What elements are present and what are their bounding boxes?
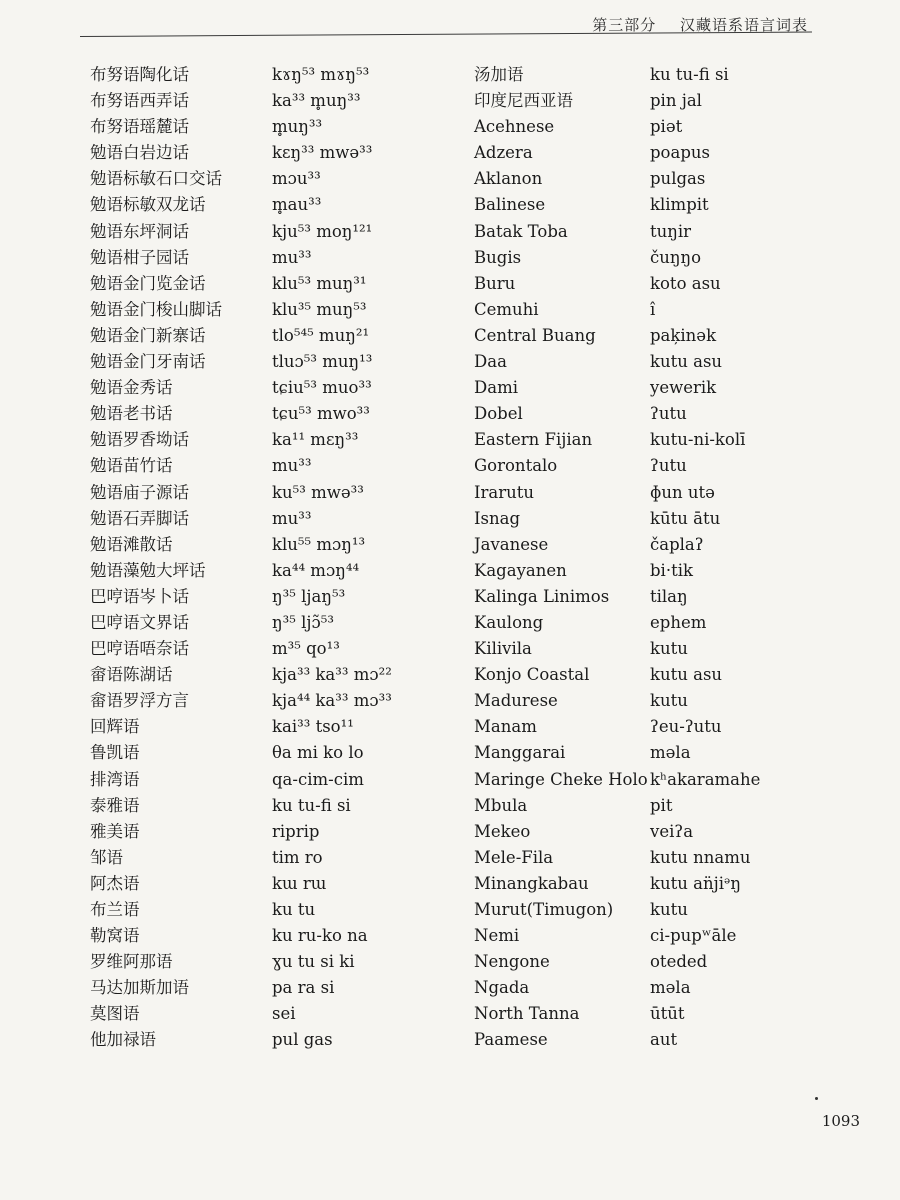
language-name: Dobel [474, 404, 523, 424]
vocabulary-entry [474, 610, 814, 636]
word-form: ʔutu [650, 456, 687, 476]
word-form: kutu [650, 900, 688, 919]
vocabulary-entry [90, 62, 460, 88]
word-form: ephem [650, 612, 707, 632]
language-name: 布努语西弄话 [90, 91, 189, 111]
language-name: 勉语金门牙南话 [90, 352, 206, 372]
vocabulary-entry [90, 714, 460, 740]
vocabulary-entry [90, 767, 460, 793]
header-title: 汉藏语系语言词表 [679, 16, 808, 34]
word-form: ka³³ m̥uŋ³³ [272, 91, 361, 111]
language-name: Mekeo [474, 821, 531, 841]
language-name: Mele-Fila [474, 847, 554, 867]
word-form: pit [650, 795, 673, 815]
word-form: klu⁵⁵ mɔŋ¹³ [272, 534, 366, 554]
language-name: 畲语罗浮方言 [90, 691, 189, 711]
language-name: 勒窝语 [90, 926, 140, 946]
word-form: kja⁴⁴ ka³³ mɔ³³ [272, 691, 392, 711]
word-form: kutu nnamu [650, 847, 751, 867]
word-form: kja³³ ka³³ mɔ²² [272, 665, 392, 685]
word-form: kutu an̈jiᵊŋ [650, 873, 741, 893]
word-form: pa ra si [272, 978, 335, 998]
word-form: mɔu³³ [272, 169, 321, 189]
language-name: Nengone [474, 952, 550, 972]
word-form: tim ro [272, 847, 323, 867]
language-name: Isnag [474, 508, 521, 528]
right-column-list [474, 62, 814, 1054]
language-name: 勉语东坪洞话 [90, 221, 189, 241]
language-name: Konjo Coastal [474, 665, 590, 685]
vocabulary-entry [474, 453, 814, 479]
word-form: m̥au³³ [272, 195, 322, 215]
vocabulary-entry [474, 401, 814, 427]
vocabulary-entry [474, 819, 814, 845]
word-form: bi·tik [650, 560, 693, 580]
vocabulary-entry [474, 636, 814, 662]
language-name: Balinese [474, 195, 546, 215]
language-name: 巴哼语唔奈话 [90, 639, 189, 659]
language-name: 汤加语 [474, 65, 524, 84]
vocabulary-entry [90, 245, 460, 271]
vocabulary-entry [90, 1027, 460, 1053]
word-form: yewerik [650, 378, 717, 398]
word-form: oteded [650, 952, 708, 972]
language-name: 勉语金门览金话 [90, 273, 206, 293]
language-name: 勉语金秀话 [90, 378, 173, 398]
language-name: Murut(Timugon) [474, 900, 614, 919]
language-name: 雅美语 [90, 821, 140, 841]
vocabulary-entry [474, 245, 814, 271]
word-form: kutu-ni-kolī [650, 430, 746, 450]
vocabulary-entry [90, 375, 460, 401]
vocabulary-entry [474, 923, 814, 949]
language-name: Daa [474, 352, 507, 372]
header-part: 第三部分 [592, 16, 657, 34]
language-name: 勉语苗竹话 [90, 456, 173, 476]
word-form: kɯ rɯ [272, 873, 327, 893]
language-name: Paamese [474, 1030, 548, 1050]
language-name: 勉语老书话 [90, 404, 173, 424]
word-form: ka⁴⁴ mɔŋ⁴⁴ [272, 560, 360, 580]
word-form: ku tu [272, 900, 316, 919]
vocabulary-entry [474, 114, 814, 140]
vocabulary-entry [474, 88, 814, 114]
vocabulary-entry [474, 271, 814, 297]
language-name: 布努语瑶麓话 [90, 117, 189, 137]
language-name: 鲁凯语 [90, 743, 140, 763]
vocabulary-entry [474, 558, 814, 584]
vocabulary-entry [90, 975, 460, 1001]
word-form: ku⁵³ mwə³³ [272, 482, 364, 502]
language-name: 勉语柑子园话 [90, 247, 189, 267]
language-name: Cemuhi [474, 299, 539, 319]
vocabulary-entry [474, 532, 814, 558]
vocabulary-entry [90, 636, 460, 662]
word-form: tɕiu⁵³ muo³³ [272, 378, 372, 398]
word-form: ku tu-fi si [650, 65, 729, 84]
vocabulary-entry [474, 1001, 814, 1027]
language-name: Bugis [474, 247, 522, 267]
word-form: čuŋŋo [650, 247, 702, 267]
vocabulary-entry [474, 714, 814, 740]
vocabulary-entry [90, 558, 460, 584]
vocabulary-entry [474, 427, 814, 453]
word-form: kɤŋ⁵³ mɤŋ⁵³ [272, 65, 370, 84]
language-name: 勉语标敏石口交话 [90, 169, 222, 189]
language-name: Buru [474, 273, 516, 293]
language-name: Kilivila [474, 639, 532, 659]
word-form: θa mi ko lo [272, 743, 364, 763]
word-form: čaplaʔ [650, 534, 704, 554]
word-form: ku ru-ko na [272, 926, 368, 946]
vocabulary-entry [90, 897, 460, 923]
language-name: Adzera [474, 143, 533, 163]
word-form: kju⁵³ moŋ¹²¹ [272, 221, 373, 241]
word-form: tilaŋ [650, 586, 688, 606]
vocabulary-entry [90, 819, 460, 845]
left-column-list [90, 62, 460, 1054]
language-name: Minangkabau [474, 873, 589, 893]
language-name: North Tanna [474, 1004, 580, 1024]
word-form: tlo⁵⁴⁵ muŋ²¹ [272, 325, 370, 345]
vocabulary-entry [90, 949, 460, 975]
word-form: tluɔ⁵³ muŋ¹³ [272, 352, 373, 372]
word-form: poapus [650, 143, 710, 163]
word-form: məla [650, 978, 691, 998]
word-form: kutu [650, 691, 688, 711]
vocabulary-entry [90, 271, 460, 297]
vocabulary-entry [474, 1027, 814, 1053]
word-form: ŋ³⁵ ljɔ̃⁵³ [272, 612, 334, 632]
language-name: 勉语藻勉大坪话 [90, 560, 206, 580]
language-name: Mbula [474, 795, 528, 815]
word-form: kūtu ātu [650, 508, 721, 528]
word-form: kʰakaramahe [650, 769, 761, 789]
word-form: klimpit [650, 195, 709, 215]
vocabulary-entry [474, 166, 814, 192]
language-name: Eastern Fijian [474, 430, 593, 450]
vocabulary-entry [474, 323, 814, 349]
vocabulary-entry [474, 375, 814, 401]
word-form: riprip [272, 821, 320, 841]
word-form: ka¹¹ mɛŋ³³ [272, 430, 359, 450]
language-name: 勉语金门新寨话 [90, 325, 206, 345]
vocabulary-entry [90, 532, 460, 558]
word-form: mu³³ [272, 456, 312, 476]
language-name: 勉语石弄脚话 [90, 508, 189, 528]
word-form: m³⁵ qo¹³ [272, 639, 340, 659]
word-form: kai³³ tso¹¹ [272, 717, 354, 737]
vocabulary-entry [474, 584, 814, 610]
vocabulary-entry [90, 166, 460, 192]
vocabulary-entry [474, 662, 814, 688]
ink-dot [815, 1097, 818, 1100]
vocabulary-entry [90, 88, 460, 114]
vocabulary-entry [90, 688, 460, 714]
vocabulary-entry [90, 401, 460, 427]
language-name: 布兰语 [90, 900, 140, 919]
vocabulary-entry [474, 975, 814, 1001]
language-name: 回辉语 [90, 717, 140, 737]
language-name: Kaulong [474, 612, 544, 632]
language-name: Irarutu [474, 482, 535, 502]
vocabulary-entry [474, 740, 814, 766]
vocabulary-entry [474, 949, 814, 975]
vocabulary-entry [474, 349, 814, 375]
word-form: piət [650, 117, 683, 137]
vocabulary-entry [90, 740, 460, 766]
vocabulary-entry [90, 871, 460, 897]
word-form: ʔutu [650, 404, 687, 424]
language-name: Javanese [474, 534, 549, 554]
word-form: ŋ³⁵ ljaŋ⁵³ [272, 586, 346, 606]
language-name: Manam [474, 717, 537, 737]
page-number: 1093 [821, 1112, 860, 1130]
vocabulary-entry [90, 297, 460, 323]
vocabulary-entry [474, 192, 814, 218]
word-form: qa-cim-cim [272, 769, 364, 789]
word-form: kutu asu [650, 352, 723, 372]
word-form: aut [650, 1030, 678, 1050]
language-name: 勉语标敏双龙话 [90, 195, 206, 215]
word-form: koto asu [650, 273, 721, 293]
vocabulary-entry [90, 114, 460, 140]
vocabulary-entry [90, 1001, 460, 1027]
vocabulary-entry [90, 219, 460, 245]
word-form: m̥uŋ³³ [272, 117, 323, 137]
language-name: Acehnese [474, 117, 555, 137]
language-name: Manggarai [474, 743, 566, 763]
vocabulary-entry [90, 192, 460, 218]
language-name: 巴哼语文界话 [90, 612, 189, 632]
vocabulary-entry [90, 349, 460, 375]
language-name: Nemi [474, 926, 520, 946]
vocabulary-entry [90, 453, 460, 479]
vocabulary-entry [474, 897, 814, 923]
word-form: kutu [650, 639, 688, 659]
vocabulary-entry [90, 584, 460, 610]
vocabulary-entry [474, 688, 814, 714]
vocabulary-entry [90, 610, 460, 636]
word-form: pulgas [650, 169, 706, 189]
language-name: Madurese [474, 691, 558, 711]
word-form: ɣu tu si ki [272, 952, 355, 972]
word-form: mu³³ [272, 508, 312, 528]
word-form: klu³⁵ muŋ⁵³ [272, 299, 367, 319]
vocabulary-entry [90, 506, 460, 532]
language-name: 勉语滩散话 [90, 534, 173, 554]
language-name: 阿杰语 [90, 873, 140, 893]
word-form: klu⁵³ muŋ³¹ [272, 273, 367, 293]
language-name: 马达加斯加语 [90, 978, 189, 998]
language-name: 巴哼语岑卜话 [90, 586, 189, 606]
word-form: mu³³ [272, 247, 312, 267]
word-form: ʔeu-ʔutu [650, 717, 722, 737]
word-form: sei [272, 1004, 296, 1024]
language-name: Maringe Cheke Holo [474, 769, 648, 789]
vocabulary-entry [474, 219, 814, 245]
vocabulary-entry [90, 793, 460, 819]
language-name: 他加禄语 [90, 1030, 156, 1050]
word-form: ci-pupʷāle [650, 926, 737, 946]
word-form: paķinək [650, 325, 717, 345]
word-form: kutu asu [650, 665, 723, 685]
vocabulary-entry [90, 845, 460, 871]
word-form: ku tu-fi si [272, 795, 351, 815]
vocabulary-entry [90, 323, 460, 349]
word-form: pin jal [650, 91, 702, 111]
language-name: Dami [474, 378, 518, 398]
language-name: 泰雅语 [90, 795, 140, 815]
language-name: Aklanon [474, 169, 543, 189]
language-name: Kagayanen [474, 560, 567, 580]
word-form: ɸun utə [650, 482, 715, 502]
language-name: Ngada [474, 978, 530, 998]
language-name: 勉语庙子源话 [90, 482, 189, 502]
vocabulary-entry [474, 793, 814, 819]
vocabulary-entry [474, 506, 814, 532]
language-name: 邹语 [90, 847, 123, 867]
vocabulary-entry [90, 427, 460, 453]
vocabulary-entry [90, 480, 460, 506]
language-name: 莫图语 [90, 1004, 140, 1024]
vocabulary-entry [474, 767, 814, 793]
vocabulary-entry [474, 845, 814, 871]
language-name: Gorontalo [474, 456, 558, 476]
vocabulary-entry [474, 871, 814, 897]
vocabulary-entry [474, 140, 814, 166]
language-name: 畲语陈湖话 [90, 665, 173, 685]
word-form: veiʔa [650, 821, 694, 841]
language-name: Batak Toba [474, 221, 568, 241]
vocabulary-entry [474, 297, 814, 323]
language-name: 排湾语 [90, 769, 140, 789]
language-name: 罗维阿那语 [90, 952, 173, 972]
vocabulary-entry [474, 62, 814, 88]
language-name: 印度尼西亚语 [474, 91, 573, 111]
language-name: 勉语金门梭山脚话 [90, 299, 222, 319]
vocabulary-entry [90, 662, 460, 688]
vocabulary-entry [90, 923, 460, 949]
word-form: î [650, 299, 656, 319]
language-name: Central Buang [474, 325, 596, 345]
word-form: kɛŋ³³ mwə³³ [272, 143, 373, 163]
word-form: tɕu⁵³ mwo³³ [272, 404, 370, 424]
word-form: tuŋir [650, 221, 692, 241]
language-name: 勉语罗香坳话 [90, 430, 189, 450]
language-name: Kalinga Linimos [474, 586, 610, 606]
word-form: məla [650, 743, 691, 763]
language-name: 布努语陶化话 [90, 65, 189, 84]
word-form: ūtūt [650, 1004, 685, 1024]
word-form: pul gas [272, 1030, 333, 1050]
vocabulary-entry [90, 140, 460, 166]
language-name: 勉语白岩边话 [90, 143, 189, 163]
vocabulary-entry [474, 480, 814, 506]
